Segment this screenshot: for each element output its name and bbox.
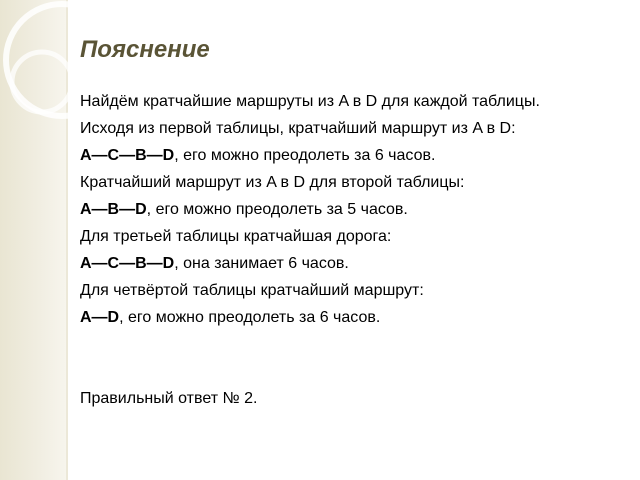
answer-text: Правильный ответ № 2. [80,390,258,407]
ring-small [12,52,72,112]
route-line [80,196,625,223]
text-line [80,88,625,115]
spacer [80,358,625,385]
line-text: Для третьей таблицы кратчайшая дорога: [80,228,392,245]
slide-title: Пояснение [80,36,210,63]
route-description: , его можно преодолеть за 6 часов. [119,309,381,326]
explanation-text [80,88,625,412]
route-label: A—C—B—D [80,255,175,272]
answer-line [80,385,625,412]
route-line [80,250,625,277]
text-line [80,115,625,142]
line-text: Для четвёртой таблицы кратчайший маршрут: [80,282,424,299]
line-text: Найдём кратчайшие маршруты из A в D для каждой таблицы. [80,93,540,110]
line-text: Исходя из первой таблицы, кратчайший маршрут из A в D: [80,120,516,137]
spacer [80,331,625,358]
route-description: , она занимает 6 часов. [174,255,349,272]
route-description: , его можно преодолеть за 5 часов. [146,201,408,218]
route-label: A—D [80,309,120,326]
route-line [80,142,625,169]
route-description: , его можно преодолеть за 6 часов. [174,147,436,164]
line-text: Кратчайший маршрут из A в D для второй таблицы: [80,174,465,191]
route-label: A—B—D [80,201,147,218]
route-line [80,304,625,331]
text-line [80,223,625,250]
route-label: A—C—B—D [80,147,175,164]
text-line [80,277,625,304]
text-line [80,169,625,196]
